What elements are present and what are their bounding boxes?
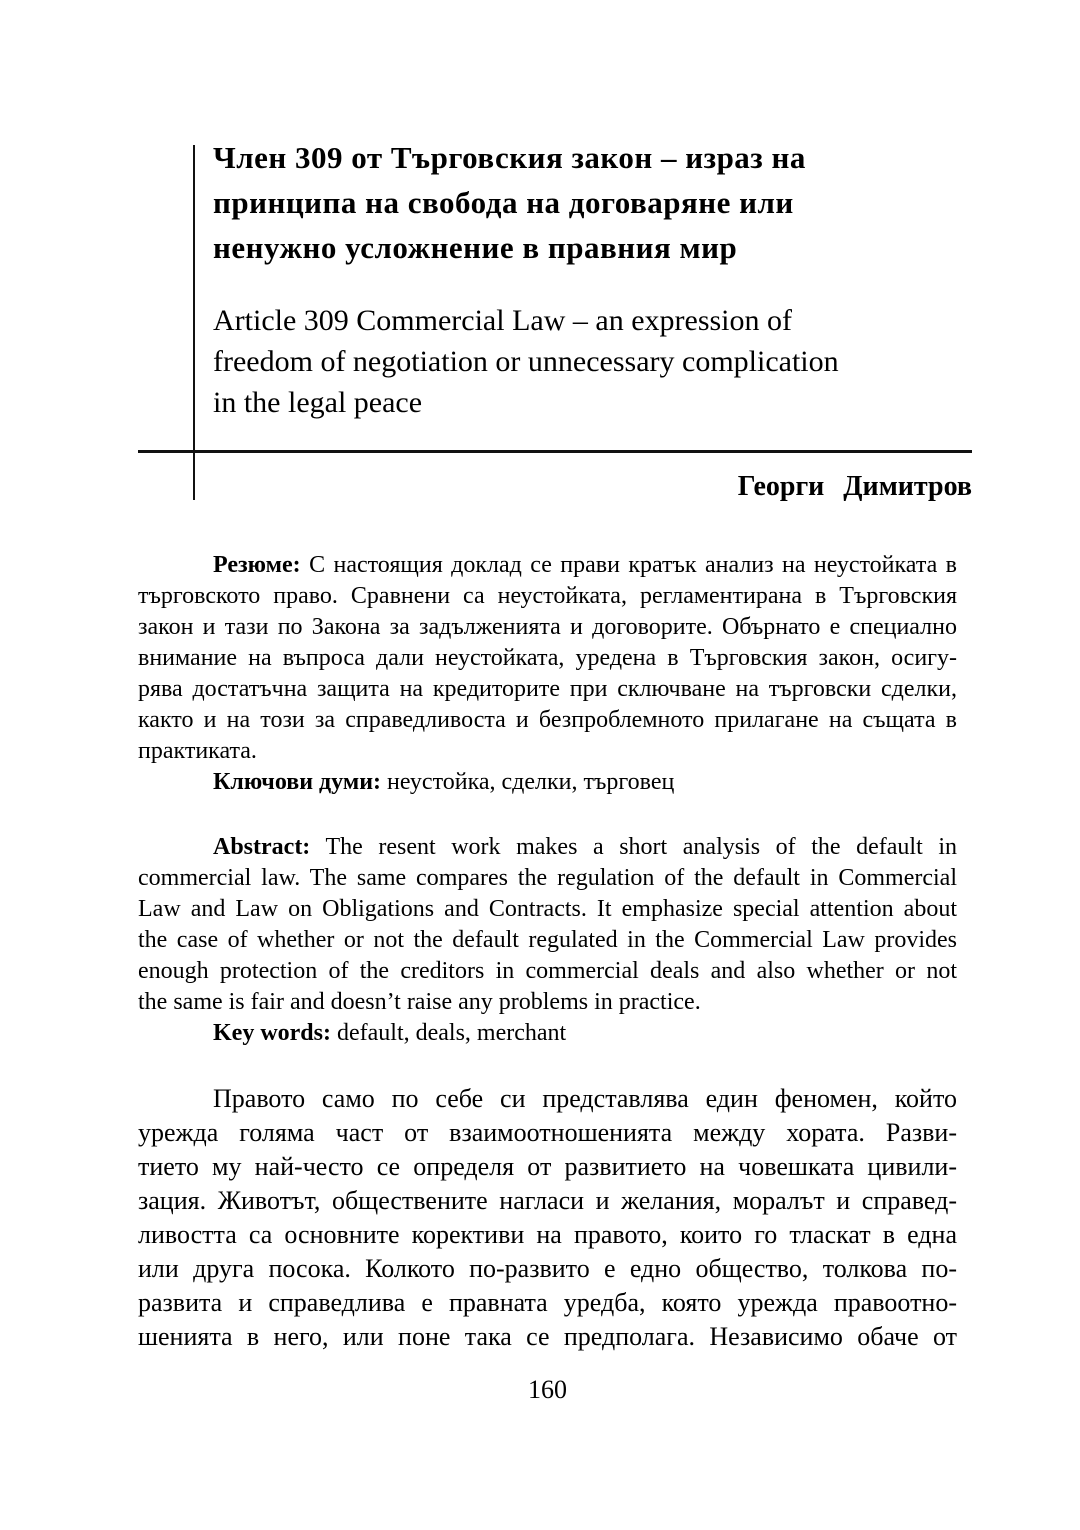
body-line: шенията в него, или поне така се предполага. Независимо обаче от [138, 1322, 957, 1351]
abstract-en-line: the same is fair and doesn’t raise any problems in practice. [138, 989, 701, 1015]
title-bg-line: принципа на свобода на договаряне или [213, 185, 794, 220]
abstract-en-line [138, 832, 957, 863]
keywords-english [138, 1018, 957, 1049]
title-bg-line: ненужно усложнение в правния мир [213, 230, 738, 265]
body-line: ливостта са основните корективи на правото, които го тласкат в една [138, 1220, 957, 1249]
title-horizontal-rule [138, 450, 972, 453]
author-name: Георги Димитров [737, 471, 972, 502]
body-paragraph [138, 1082, 957, 1354]
keywords-bg-line [138, 767, 957, 798]
body-line: развита и справедлива е правната уредба, която урежда правоотно- [138, 1288, 957, 1317]
keywords-en-label: Key words: [213, 1020, 331, 1046]
page-number: 160 [528, 1375, 567, 1404]
abstract-bg-text: С настоящия доклад се прави кратък анализ на неустойката в [309, 552, 957, 578]
title-bg-line: Член 309 от Търговския закон – израз на [213, 140, 806, 175]
keywords-bg-text: неустойка, сделки, търговец [387, 769, 675, 795]
abstract-en-line: enough protection of the creditors in commercial deals and also whether or not [138, 958, 957, 984]
abstract-en-text: The resent work makes a short analysis of the default in [325, 834, 957, 860]
keywords-en-text: default, deals, merchant [336, 1020, 567, 1046]
abstract-bulgarian [138, 550, 957, 767]
abstract-bg-line [138, 550, 957, 581]
title-en-line: in the legal peace [213, 386, 423, 419]
abstract-bg-line: внимание на въпроса дали неустойката, уредена в Търговския закон, осигу- [138, 645, 957, 671]
article-title-english [213, 300, 983, 423]
body-line: Правото само по себе си представлява един феномен, който [213, 1084, 957, 1113]
abstract-bg-label: Резюме: [213, 552, 301, 578]
abstract-en-line: the case of whether or not the default regulated in the Commercial Law provides [138, 927, 957, 953]
keywords-en-line [138, 1018, 957, 1049]
body-line: тието му най-често се определя от развитието на човешката цивили- [138, 1152, 957, 1181]
abstract-en-line: Law and Law on Obligations and Contracts. It emphasize special attention about [138, 896, 957, 922]
keywords-bulgarian [138, 767, 957, 798]
abstract-en-label: Abstract: [213, 834, 311, 860]
title-en-line: Article 309 Commercial Law – an expression of [213, 304, 792, 337]
keywords-bg-label: Ключови думи: [213, 769, 382, 795]
abstract-english [138, 832, 957, 1018]
abstract-bg-line: закон и тази по Закона за задълженията и договорите. Обърнато е специално [138, 614, 957, 640]
body-line: зация. Животът, обществените нагласи и желания, моралът и справед- [138, 1186, 957, 1215]
body-line: урежда голяма част от взаимоотношенията между хората. Разви- [138, 1118, 957, 1147]
abstract-bg-line: рява достатъчна защита на кредиторите при сключване на търговски сделки, [138, 676, 957, 702]
abstract-bg-line: както и на този за справедливоста и безпроблемното прилагане на същата в [138, 707, 957, 733]
title-en-line: freedom of negotiation or unnecessary complication [213, 345, 839, 378]
article-title-bulgarian [213, 135, 983, 270]
title-vertical-rule [193, 145, 195, 500]
abstract-en-line: commercial law. The same compares the regulation of the default in Commercial [138, 865, 957, 891]
abstract-bg-line: търговското право. Сравнени са неустойката, регламентирана в Търговския [138, 583, 957, 609]
abstract-bg-line: практиката. [138, 738, 257, 764]
body-line: или друга посока. Колкото по-развито е едно общество, толкова по- [138, 1254, 957, 1283]
